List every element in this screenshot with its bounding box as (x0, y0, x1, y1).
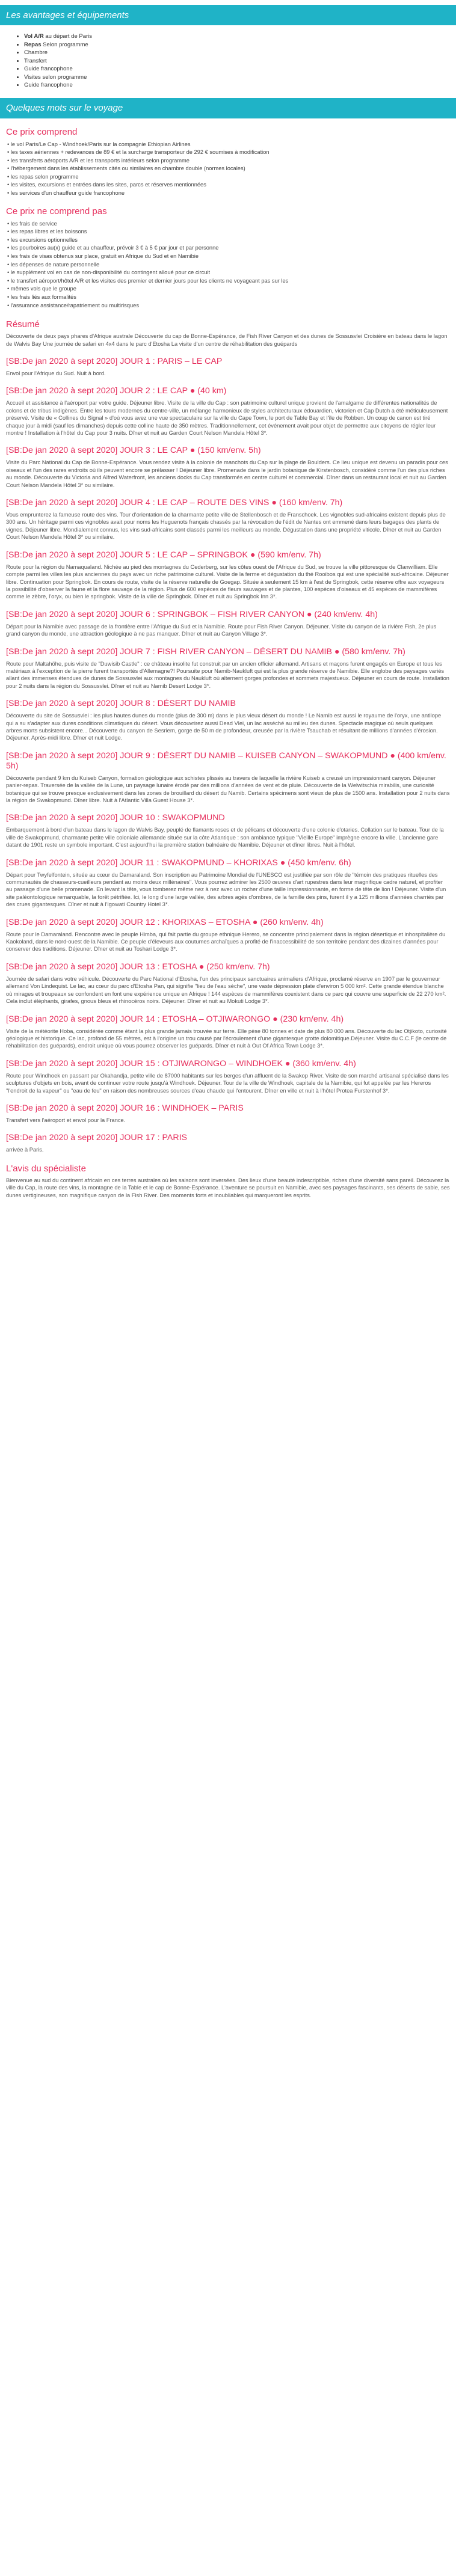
day-text: Visite du Parc National du Cap de Bonne-Espérance. Vous rendez visite à la colonie de manchots du Cap sur la plage de Boulders. Ce lieu unique est devenu un paradis pour ces oiseaux et l'un des rares endroits où ils peuvent encore se prélasser ! Déjeuner libre. Promenade dans le jardin botanique de Kirstenbosch, considéré comme l'un des plus riches au monde. Découverte du Victoria and Alfred Waterfront, les anciens docks du Cap transformés en centre culturel et commercial. Dîner dans un restaurant local et nuit au Garden Court Nelson Mandela Hôtel 3* ou similaire. (6, 459, 448, 488)
day-text: Départ pour Twyfelfontein, située au cœur du Damaraland. Son inscription au Patrimoine Mondial de l'UNESCO est justifiée par son rôle de "témoin des pratiques rituelles des communautés de chasseurs-cueilleurs pendant au moins deux millénaires". Vous pourrez admirer les 2500 œuvres d'art rupestres dans leur magnifique cadre naturel, et profiter au passage d'une belle promenade. En levant la tête, vous tomberez même nez à nez avec un rocher d'une taille impressionnante, en forme de tête de lion ! Déjeuner. Visite d'un site paléontologique remarquable, la forêt pétrifiée. Ici, le long d'une large vallée, des arbres agés d'ombres, de la famille des pins, furent il y a 125 millions d'années charriés par des crues gigantesques. Dîner et nuit à l'Igowati Country Hotel 3*. (6, 871, 446, 908)
avantage-item (24, 41, 450, 49)
day-title: [SB:De jan 2020 à sept 2020] JOUR 17 : PARIS (6, 1133, 187, 1143)
avantage-text: Visites selon programme (24, 73, 87, 81)
day-text: Embarquement à bord d'un bateau dans le lagon de Walvis Bay, peuplé de flamants roses et de pélicans et découverte d'une colonie d'otaries. Collation sur le bateau. Tour de la ville de Swakopmund, charmante petite ville coloniale allemande située sur la côte Atlantique : son ambiance typique "Vieille Europe" imprègne encore la ville. L'ancienne gare datant de 1901 reste un symbole important. C'est aujourd'hui la première station balnéaire de Namibie. Déjeuner et dîner libres. Nuit à l'hôtel. (6, 827, 444, 848)
day-text: Route pour le Damaraland. Rencontre avec le peuple Himba, qui fait partie du groupe ethnique Herero, se concentre principalement dans la région désertique et inhospitalière du Kaokoland, dans le nord-ouest de la Namibie. Ce peuple d'éleveurs aux coutumes archaïques a profité de l'inaccessibilité de son territoire pendant des dizaines d'années pour conserver des traditions. Déjeuner. Dîner et nuit au Toshari Lodge 3*. (6, 931, 446, 952)
avis-title: L'avis du spécialiste (6, 1163, 86, 1174)
comprend-item: • les transferts aéroports A/R et les transports intérieurs selon programme (7, 157, 450, 165)
nocomprend-item: • l'assurance assistance/rapatriement ou multirisques (7, 302, 450, 310)
section-title: Quelques mots sur le voyage (6, 103, 123, 113)
avantage-item (24, 49, 450, 57)
resume-text: Découverte de deux pays phares d'Afrique australe Découverte du cap de Bonne-Espérance, de Fish River Canyon et des dunes de Sossusvlei Croisière en bateau dans le lagon de Walvis Bay Une journée de safari en 4x4 dans le parc d'Etosha La visite d'un centre de réhabilitation des guépards (6, 333, 448, 347)
comprend-item: • les repas selon programme (7, 173, 450, 182)
day-title: [SB:De jan 2020 à sept 2020] JOUR 10 : SWAKOPMUND (6, 813, 225, 823)
comprend-item: • les visites, excursions et entrées dans les sites, parcs et réserves mentionnées (7, 181, 450, 189)
day-text: Route pour la région du Namaqualand. Nichée au pied des montagnes du Cederberg, sur les côtes ouest de l'Afrique du Sud, se trouve la ville pittoresque de Clanwilliam. Elle compte parmi les villes les plus anciennes du pays avec un riche patrimoine culturel. Visite de la ferme et dégustation du thé Rooibos qui est une spécialité sud-africaine. Déjeuner libre. Continuation pour Springbok. En cours de route, visite de la réserve naturelle de Goegap. Située à seulement 15 km à l'est de Springbok, cette réserve offre aux voyageurs la possibilité d'observer la faune et la flore sauvage de la région. Plus de 600 espèces de fleurs sauvages et de plantes, 100 espèces d'oiseaux et 45 espèces de mammifères comme le zèbre, l'oryx, ou bien le springbok. Visite de la ville de Springbok. Dîner et nuit au Springbok Inn 3*. (6, 563, 449, 600)
day-text: Accueil et assistance à l'aéroport par votre guide. Déjeuner libre. Visite de la ville du Cap : son patrimoine culturel unique provient de l'amalgame de différentes nationalités de colons et de tribus indigènes. Entre les tours modernes du centre-ville, un mélange harmonieux de styles architecturaux édouardien, victorien et Cap Dutch a été méticuleusement préservé. Visite de « Collines du Signal » d'où vous avez une vue spectaculaire sur la ville du Cape Town, le port de Table Bay et l'île de Robben. Un coup de canon est tiré chaque jour à midi (sauf les dimanches) depuis cette colline haute de 350 mètres. Traditionnellement, cet événement avait pour objet de permettre aux citoyens de régler leur montre ! Installation à l'hôtel du Cap pour 3 nuits. Dîner et nuit au Garden Court Nelson Mandela Hôtel 3*. (6, 400, 448, 437)
day-title: [SB:De jan 2020 à sept 2020] JOUR 3 : LE CAP ● (150 km/env. 5h) (6, 446, 261, 456)
resume-title: Résumé (6, 319, 40, 330)
nocomprend-item: • le transfert aéroport/hôtel A/R et les visites des premier et dernier jours pour les clients ne voyageant pas sur les (7, 277, 450, 286)
day-title: [SB:De jan 2020 à sept 2020] JOUR 16 : WINDHOEK – PARIS (6, 1103, 244, 1113)
nocomprend-item: • les excursions optionnelles (7, 236, 450, 245)
day-title: [SB:De jan 2020 à sept 2020] JOUR 15 : OTJIWARONGO – WINDHOEK ● (360 km/env. 4h) (6, 1058, 356, 1069)
day-title: [SB:De jan 2020 à sept 2020] JOUR 11 : SWAKOPMUND – KHORIXAS ● (450 km/env. 6h) (6, 857, 351, 868)
day-text: Envol pour l'Afrique du Sud. Nuit à bord. (6, 370, 106, 376)
nocomprend-item: • le supplément vol en cas de non-disponibilité du contingent alloué pour ce circuit (7, 269, 450, 277)
comprend-item: • l'hébergement dans les établissements cités ou similaires en chambre double (normes locales) (7, 165, 450, 173)
avantage-label: Repas (24, 41, 42, 48)
avantage-label: Vol A/R (24, 33, 44, 40)
avantage-text: Chambre (24, 49, 48, 56)
nocomprend-item: • les repas libres et les boissons (7, 228, 450, 236)
avantage-item (24, 81, 450, 90)
nocomprend-title: Ce prix ne comprend pas (6, 206, 107, 216)
comprend-item: • le vol Paris/Le Cap - Windhoek/Paris sur la compagnie Ethiopian Airlines (7, 141, 450, 149)
itinerary (0, 357, 456, 1154)
day-title: [SB:De jan 2020 à sept 2020] JOUR 8 : DÉSERT DU NAMIB (6, 699, 236, 709)
day-title: [SB:De jan 2020 à sept 2020] JOUR 12 : KHORIXAS – ETOSHA ● (260 km/env. 4h) (6, 917, 324, 927)
nocomprend-item: • les pourboires au(x) guide et au chauffeur, prévoir 3 € à 5 € par jour et par personne (7, 244, 450, 253)
day-title: [SB:De jan 2020 à sept 2020] JOUR 1 : PARIS – LE CAP (6, 357, 223, 366)
day-text: Départ pour la Namibie avec passage de la frontière entre l'Afrique du Sud et la Namibie. Route pour Fish River Canyon. Déjeuner. Visite du canyon de la rivière Fish, 2e plus grand canyon du monde, une attraction géologique à ne pas manquer. Dîner et nuit au Canyon Village 3*. (6, 623, 437, 637)
comprend-list (7, 141, 450, 198)
day-title: [SB:De jan 2020 à sept 2020] JOUR 2 : LE CAP ● (40 km) (6, 386, 227, 396)
avantage-item (24, 32, 450, 41)
nocomprend-item: • les frais liés aux formalités (7, 293, 450, 302)
day-text: Vous emprunterez la fameuse route des vins. Tour d'orientation de la charmante petite ville de Stellenbosch et de Franschoek. Les vignobles sud-africains existent depuis plus de 300 ans. Un héritage parmi ces vignobles avait pour noms les Huguenots français chassés par la révocation de l'édit de Nantes ont emmené dans leurs bagages des plants de vignes. Déjeuner libre. Mondialement connus, les vins sud-africains sont classés parmi les meilleurs au monde. Dégustation dans une propriété viticole. Dîner et nuit au Garden Court Nelson Mandela Hôtel 3* ou similaire. (6, 512, 446, 541)
avantages-list (6, 32, 450, 90)
day-text: Journée de safari dans votre véhicule. Découverte du Parc National d'Etosha, l'un des principaux sanctuaires animaliers d'Afrique, proclamé réserve en 1907 par le gouverneur allemand Von Lindequist. Le lac, au cœur du parc d'Etosha Pan, qui signifie "lieu de l'eau sèche", une vaste dépression plate d'environ 5 000 km². Cette grande étendue blanche où mirages et troupeaux se confondent en font une expérience unique en Afrique ! 144 espèces de mammifères coexistent dans ce parc qui couvre une superficie de 22 270 km². Cela inclut éléphants, girafes, gnous bleus et rhinocéros noirs. Déjeuner. Dîner et nuit au Mokuti Lodge 3*. (6, 975, 446, 1005)
avantage-text: Transfert (24, 57, 47, 64)
comprend-title: Ce prix comprend (6, 126, 78, 137)
avantage-text: Selon programme (41, 41, 88, 48)
day-title: [SB:De jan 2020 à sept 2020] JOUR 4 : LE CAP – ROUTE DES VINS ● (160 km/env. 7h) (6, 498, 343, 508)
day-text: Transfert vers l'aéroport et envol pour la France. (6, 1117, 126, 1123)
avantage-item (24, 73, 450, 82)
avantage-item (24, 57, 450, 66)
section-header-avantages (0, 5, 456, 25)
day-title: [SB:De jan 2020 à sept 2020] JOUR 14 : ETOSHA – OTJIWARONGO ● (230 km/env. 4h) (6, 1014, 344, 1024)
nocomprend-item: • les dépenses de nature personnelle (7, 261, 450, 269)
section-header-voyage (0, 98, 456, 118)
day-text: Découverte du site de Sossusvlei : les plus hautes dunes du monde (plus de 300 m) dans le plus vieux désert du monde ! Le Namib est aussi le royaume de l'oryx, une antilope qui a su s'adapter aux dures conditions climatiques du désert. Vous découvrirez aussi Dead Vlei, un lac asséché au milieu des dunes. Spectacle magique où seuls quelques arbres morts subsistent encore... Découverte du canyon de Sesriem, gorge de 50 m de profondeur, creusée par la rivière Tsauchab et résultant de millions d'années d'érosion. Déjeuner. Après-midi libre. Dîner et nuit Lodge. (6, 713, 442, 741)
nocomprend-item: • mêmes vols que le groupe (7, 285, 450, 293)
nocomprend-list (7, 220, 450, 310)
avantage-text: Guide francophone (24, 66, 73, 72)
day-text: Route pour Maltahöhe, puis visite de "Duwisib Castle" : ce château insolite fut construit par un ancien officier allemand. Artisans et maçons furent engagés en Europe et tous les matériaux à l'exception de la pierre furent transportés d'Allemagne?! Poursuite pour Namib-Naukluft qui est la plus grande réserve de Namibie. Elle englobe des paysages variés allant des immenses étendues de dunes de Sossusvlei aux montagnes du Naukluft où alternent gorges profondes et sommets majestueux. Déjeuner en cours de route. Installation pour 2 nuits dans la région du Sossusvlei. Dîner et nuit au Namib Desert Lodge 3*. (6, 660, 449, 689)
day-text: Visite de la météorite Hoba, considérée comme étant la plus grande jamais trouvée sur terre. Elle pèse 80 tonnes et date de plus 80 000 ans. Découverte du lac Otjikoto, curiosité géologique et historique. Ce lac, profond de 55 mètres, est à l'origine un trou causé par l'écroulement d'une gigantesque grotte dolomitique.Déjeuner. Visite du C.C.F (le centre de réhabilitation des guépards), endroit unique où vous pourrez observer les guépards. Dîner et nuit à Out Of Africa Town Lodge 3*. (6, 1028, 447, 1049)
day-text: Découverte pendant 9 km du Kuiseb Canyon, formation géologique aux schistes plissés au travers de laquelle la rivière Kuiseb a creusé un impressionnant canyon. Déjeuner panier-repas. Traversée de la vallée de la Lune, un paysage lunaire érodé par des millions d'années de vent et de pluie. Découverte de la Welwitschia mirabilis, une curiosité botanique qui se trouve presque exclusivement dans les zones de brouillard du désert du Namib. Certains spécimens sont vieux de plus de 1500 ans. Installation pour 2 nuits dans la région de Swakopmund. Dîner libre. Nuit à l'Atlantic Villa Guest House 3*. (6, 774, 450, 803)
comprend-item: • les taxes aériennes + redevances de 89 € et la surcharge transporteur de 292 € soumises à modification (7, 149, 450, 157)
avis-text: Bienvenue au sud du continent africain en ces terres australes où les saisons sont inversées. Des lieux d'une beauté indescriptible, riches d'une diversité sans pareil. Découvrez la ville du Cap, la route des vins, la montagne de la Table et le cap de Bonne-Espérance. L'aventure se poursuit en Namibie, avec ses paysages fascinants, ses déserts de sable, ses dunes vertigineuses, son magnifique canyon de la Fish River. Des moments forts et inoubliables qui marqueront les esprits. (6, 1177, 450, 1198)
day-title: [SB:De jan 2020 à sept 2020] JOUR 13 : ETOSHA ● (250 km/env. 7h) (6, 961, 270, 972)
day-text: arrivée à Paris. (6, 1147, 44, 1153)
comprend-item: • les services d'un chauffeur guide francophone (7, 189, 450, 198)
avantage-item (24, 65, 450, 73)
nocomprend-item: • les frais de service (7, 220, 450, 228)
day-text: Route pour Windhoek en passant par Okahandja, petite ville de 87000 habitants sur les berges d'un affluent de la Swakop River. Visite de son marché artisanal spécialisé dans les sculptures d'objets en bois, avant de continuer votre route jusqu'à Windhoek. Déjeuner. Tour de la ville de Windhoek, capitale de la Namibie, qui fut appelée par les Hereros "l'endroit de la vapeur" ou "eau de feu" en raison des nombreuses sources d'eau chaude qui l'entourent. Dîner en ville et nuit à l'hôtel Protea Furstenhof 3*. (6, 1072, 449, 1094)
day-title: [SB:De jan 2020 à sept 2020] JOUR 7 : FISH RIVER CANYON – DÉSERT DU NAMIB ● (580 km/env. 7h) (6, 646, 405, 657)
avantage-text: Guide francophone (24, 82, 73, 88)
section-title: Les avantages et équipements (6, 10, 129, 20)
day-title: [SB:De jan 2020 à sept 2020] JOUR 9 : DÉSERT DU NAMIB – KUISEB CANYON – SWAKOPMUND ● (400 km/env. 5h) (6, 750, 446, 771)
avantage-text: au départ de Paris (43, 33, 93, 40)
day-title: [SB:De jan 2020 à sept 2020] JOUR 5 : LE CAP – SPRINGBOK ● (590 km/env. 7h) (6, 550, 321, 560)
day-title: [SB:De jan 2020 à sept 2020] JOUR 6 : SPRINGBOK – FISH RIVER CANYON ● (240 km/env. 4h) (6, 609, 378, 619)
avantages-block (0, 25, 456, 90)
nocomprend-item: • les frais de visas obtenus sur place, gratuit en Afrique du Sud et en Namibie (7, 253, 450, 261)
